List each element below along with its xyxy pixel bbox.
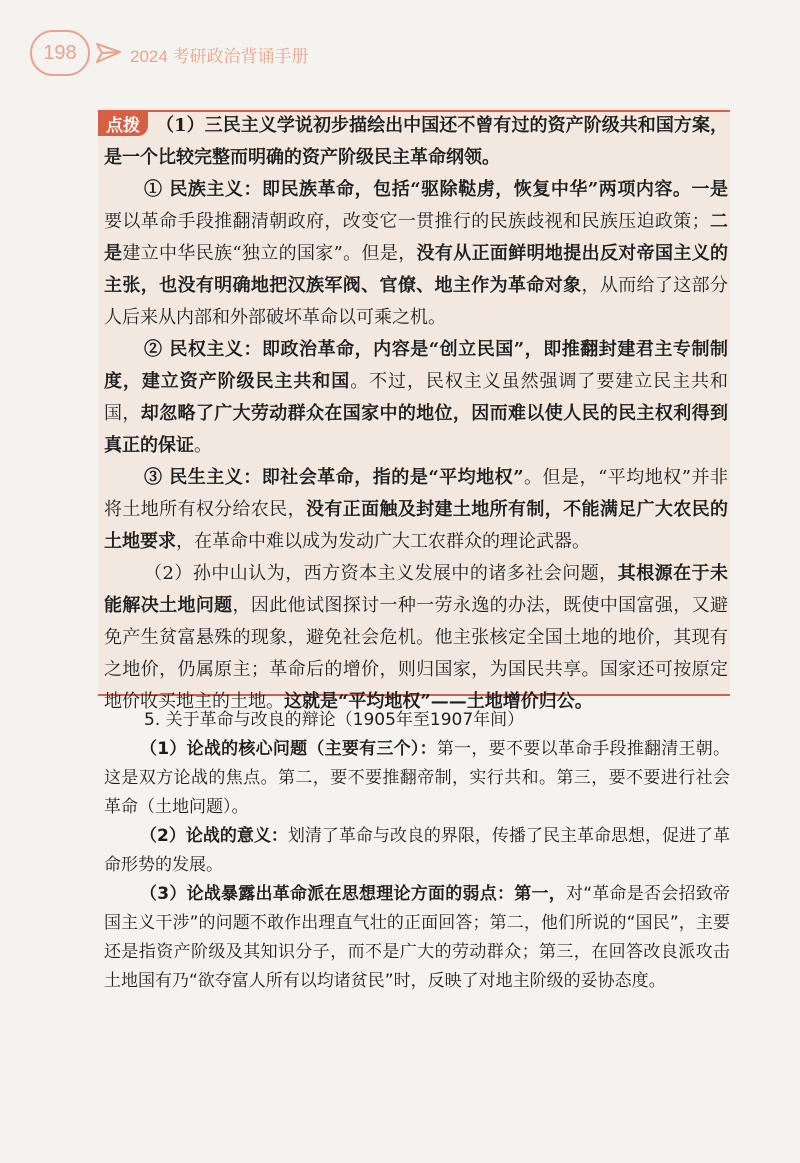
section-reform-debate bbox=[104, 706, 730, 996]
tip-paragraph-2: （2）孙中山认为，西方资本主义发展中的诸多社会问题，其根源在于未能解决土地问题，因此他试图探讨一种一劳永逸的办法，既使中国富强，又避免产生贫富悬殊的现象，避免社会危机。他主张核定全国土地的地价，其现有之地价，仍属原主；革命后的增价，则归国家，为国民共享。国家还可按原定地价收买地主的土地。这就是“平均地权”——土地增价归公。 bbox=[104, 563, 729, 712]
section-item-2: （2）论战的意义：划清了革命与改良的界限，传播了民主革命思想，促进了革命形势的发展。 bbox=[104, 826, 730, 875]
tip-paragraph-democracy: ② 民权主义：即政治革命，内容是“创立民国”，即推翻封建君主专制制度，建立资产阶级民主共和国。不过，民权主义虽然强调了要建立民主共和国，却忽略了广大劳动群众在国家中的地位，因而难以使人民的民主权利得到真正的保证。 bbox=[104, 339, 729, 456]
page-header bbox=[30, 30, 770, 80]
tip-paragraph-livelihood: ③ 民生主义：即社会革命，指的是“平均地权”。但是，“平均地权”并非将土地所有权分给农民，没有正面触及封建土地所有制，不能满足广大农民的土地要求，在革命中难以成为发动广大工农群众的理论武器。 bbox=[104, 467, 728, 552]
section-item-1: （1）论战的核心问题（主要有三个）：第一，要不要以革命手段推翻清王朝。这是双方论战的焦点。第二，要不要推翻帝制，实行共和。第三，要不要进行社会革命（土地问题）。 bbox=[104, 739, 731, 817]
page-number: 198 bbox=[30, 30, 90, 76]
tip-content bbox=[104, 110, 728, 718]
tip-badge: 点拨 bbox=[98, 110, 148, 136]
section-heading: 5. 关于革命与改良的辩论（1905年至1907年间） bbox=[144, 710, 525, 730]
paper-plane-icon bbox=[96, 42, 122, 64]
section-item-3: （3）论战暴露出革命派在思想理论方面的弱点：第一，对“革命是否会招致帝国主义干涉”的问题不敢作出理直气壮的正面回答；第二，他们所说的“国民”，主要还是指资产阶级及其知识分子，而不是广大的劳动群众；第三，在回答改良派攻击土地国有乃“欲夺富人所有以均诸贫民”时，反映了对地主阶级的妥协态度。 bbox=[104, 884, 731, 991]
tip-paragraph-nationalism: ① 民族主义：即民族革命，包括“驱除鞑虏，恢复中华”两项内容。一是要以革命手段推翻清朝政府，改变它一贯推行的民族歧视和民族压迫政策；二是建立中华民族“独立的国家”。但是，没有从正面鲜明地提出反对帝国主义的主张，也没有明确地把汉族军阀、官僚、地主作为革命对象，从而给了这部分人后来从内部和外部破坏革命以可乘之机。 bbox=[104, 179, 729, 328]
tip-paragraph-1: （1）三民主义学说初步描绘出中国还不曾有过的资产阶级共和国方案，是一个比较完整而明确的资产阶级民主革命纲领。 bbox=[104, 115, 728, 168]
book-title: 2024 考研政治背诵手册 bbox=[130, 47, 309, 66]
